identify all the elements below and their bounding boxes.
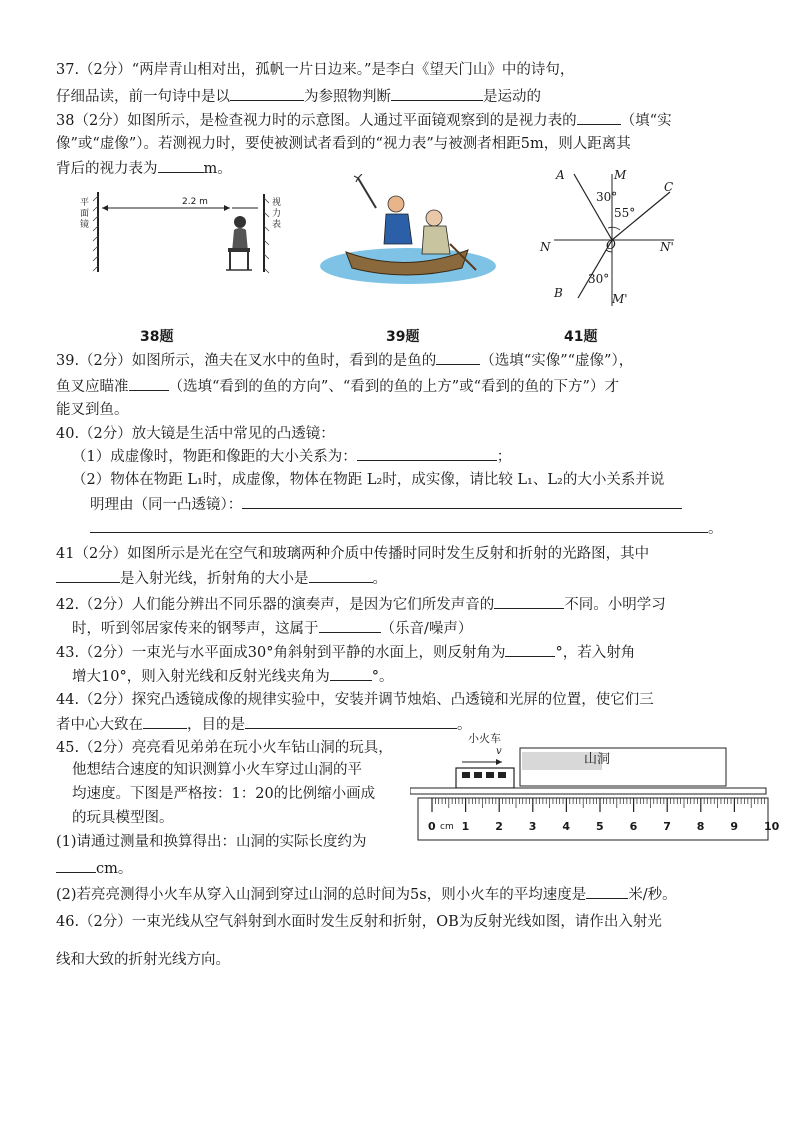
q38-line1: 38（2分）如图所示，是检查视力时的示意图。人通过平面镜观察到的是视力表的 （填“实 (56, 110, 672, 131)
q43-blank1[interactable] (505, 642, 555, 657)
q38-blank2[interactable] (158, 158, 204, 173)
label-N-prime: N' (660, 240, 674, 254)
q40-blank3[interactable] (90, 518, 708, 533)
q39-line1: 39.（2分）如图所示，渔夫在叉水中的鱼时，看到的是鱼的 （选填“实像”“虚像”）， (56, 350, 633, 371)
q44-blank1[interactable] (143, 714, 187, 729)
q41-blank2[interactable] (309, 568, 373, 583)
caption-39: 39题 (386, 329, 420, 345)
chart-label: 视力表 (272, 198, 282, 230)
mirror-label: 平面镜 (80, 198, 90, 230)
q46-line1: 46.（2分）一束光线从空气斜射到水面时发生反射和折射，OB为反射光线如图，请作出入射光 (56, 914, 662, 930)
ruler-tick-label: 10 (764, 820, 780, 833)
q45-line6: cm。 (56, 858, 132, 879)
q45-line3: 均速度。下图是严格按：1：20的比例缩小画成 (72, 786, 376, 802)
q37-blank2[interactable] (391, 86, 483, 101)
q37-line1: 37.（2分）“两岸青山相对出，孤帆一片日边来。”是李白《望天门山》中的诗句， (56, 62, 575, 78)
q38-blank1[interactable] (577, 110, 621, 125)
q43-line2: 增大10°，则入射光线和反射光线夹角为 °。 (72, 666, 393, 687)
q39-line3: 能叉到鱼。 (56, 402, 129, 418)
q45-line2: 他想结合速度的知识测算小火车穿过山洞的平 (72, 762, 362, 778)
velocity-label: v (496, 746, 502, 757)
q46-line2: 线和大致的折射光线方向。 (56, 952, 230, 968)
ruler-tick-label: 0 (428, 820, 436, 833)
q37-blank1[interactable] (230, 86, 304, 101)
q42-line2: 时，听到邻居家传来的钢琴声，这属于 （乐音/噪声） (72, 618, 472, 639)
label-C: C (664, 180, 674, 194)
label-O: O (606, 238, 616, 252)
angle-55: 55° (614, 206, 636, 220)
q39-blank2[interactable] (129, 376, 169, 391)
q45-blank2[interactable] (586, 884, 628, 899)
q40-blank1[interactable] (357, 446, 497, 461)
ruler-unit: cm (440, 822, 454, 832)
ruler-tick-label: 7 (663, 820, 671, 833)
ruler-tick-label: 9 (730, 820, 739, 833)
q40-line3: （2）物体在物距 L₁时，成虚像，物体在物距 L₂时，成实像，请比较 L₁、L₂的大小关系并说 (72, 472, 665, 488)
q44-line1: 44.（2分）探究凸透镜成像的规律实验中，安装并调节烛焰、凸透镜和光屏的位置，使它们三 (56, 692, 654, 708)
q42-blank2[interactable] (319, 618, 381, 633)
q41-line2: 是入射光线，折射角的大小是 。 (56, 568, 387, 589)
q42-blank1[interactable] (494, 594, 564, 609)
q41-blank1[interactable] (56, 568, 120, 583)
train-label: 小火车 (468, 732, 501, 745)
q43-blank2[interactable] (330, 666, 372, 681)
q45-blank1[interactable] (56, 858, 96, 873)
q43-line1: 43.（2分）一束光与水平面成30°角斜射到平静的水面上，则反射角为 °，若入射角 (56, 642, 635, 663)
q38-line2: 像”或“虚像”）。若测视力时，要使被测试者看到的“视力表”与被测者相距5m，则人距离其 (56, 136, 631, 152)
caption-38: 38题 (140, 329, 174, 345)
label-A: A (556, 168, 565, 182)
q44-line2: 者中心大致在 ，目的是 。 (56, 714, 472, 735)
angle-30-bottom: 30° (588, 272, 610, 286)
angle-30-top: 30° (596, 190, 618, 204)
label-B: B (554, 286, 563, 300)
q42-line1: 42.（2分）人们能分辨出不同乐器的演奏声，是因为它们所发声音的 不同。小明学习 (56, 594, 666, 615)
ruler-tick-label: 2 (495, 820, 503, 833)
q45-line1: 45.（2分）亮亮看见弟弟在玩小火车钻山洞的玩具， (56, 740, 393, 756)
caption-41: 41题 (564, 329, 598, 345)
ruler-tick-label: 3 (528, 820, 537, 833)
q40-line2: （1）成虚像时，物距和像距的大小关系为： ； (72, 446, 511, 467)
fisherman-figure (316, 174, 496, 292)
q41-line1: 41（2分）如图所示是光在空气和玻璃两种介质中传播时同时发生反射和折射的光路图，其中 (56, 546, 650, 562)
q39-blank1[interactable] (436, 350, 480, 365)
label-M-prime: M' (612, 292, 628, 306)
ruler-tick-label: 5 (596, 820, 604, 833)
q44-blank2[interactable] (245, 714, 457, 729)
ruler-tick-label: 4 (562, 820, 571, 833)
tunnel-label: 山洞 (584, 752, 611, 767)
q39-line2: 鱼叉应瞄准 （选填“看到的鱼的方向”、“看到的鱼的上方”或“看到的鱼的下方”）才 (56, 376, 619, 397)
distance-label: 2.2 m (182, 197, 208, 207)
q40-line4: 明理由（同一凸透镜）： (90, 494, 682, 515)
ruler-tick-label: 8 (696, 820, 705, 833)
q40-blank2[interactable] (242, 494, 682, 509)
label-M: M (614, 168, 627, 182)
q38-line3: 背后的视力表为 m。 (56, 158, 232, 179)
q40-line1: 40.（2分）放大镜是生活中常见的凸透镜： (56, 426, 335, 442)
q40-line5: 。 (90, 518, 723, 539)
q45-line7: (2)若亮亮测得小火车从穿入山洞到穿过山洞的总时间为5s，则小火车的平均速度是 米/秒。 (56, 884, 677, 905)
ruler-tick-label: 6 (629, 820, 638, 833)
ruler-tick-label: 1 (461, 820, 470, 833)
q37-line2: 仔细品读，前一句诗中是以 为参照物判断 是运动的 (56, 86, 541, 107)
q45-line5: (1)请通过测量和换算得出：山洞的实际长度约为 (56, 834, 367, 850)
q45-line4: 的玩具模型图。 (72, 810, 174, 826)
label-N: N (540, 240, 551, 254)
